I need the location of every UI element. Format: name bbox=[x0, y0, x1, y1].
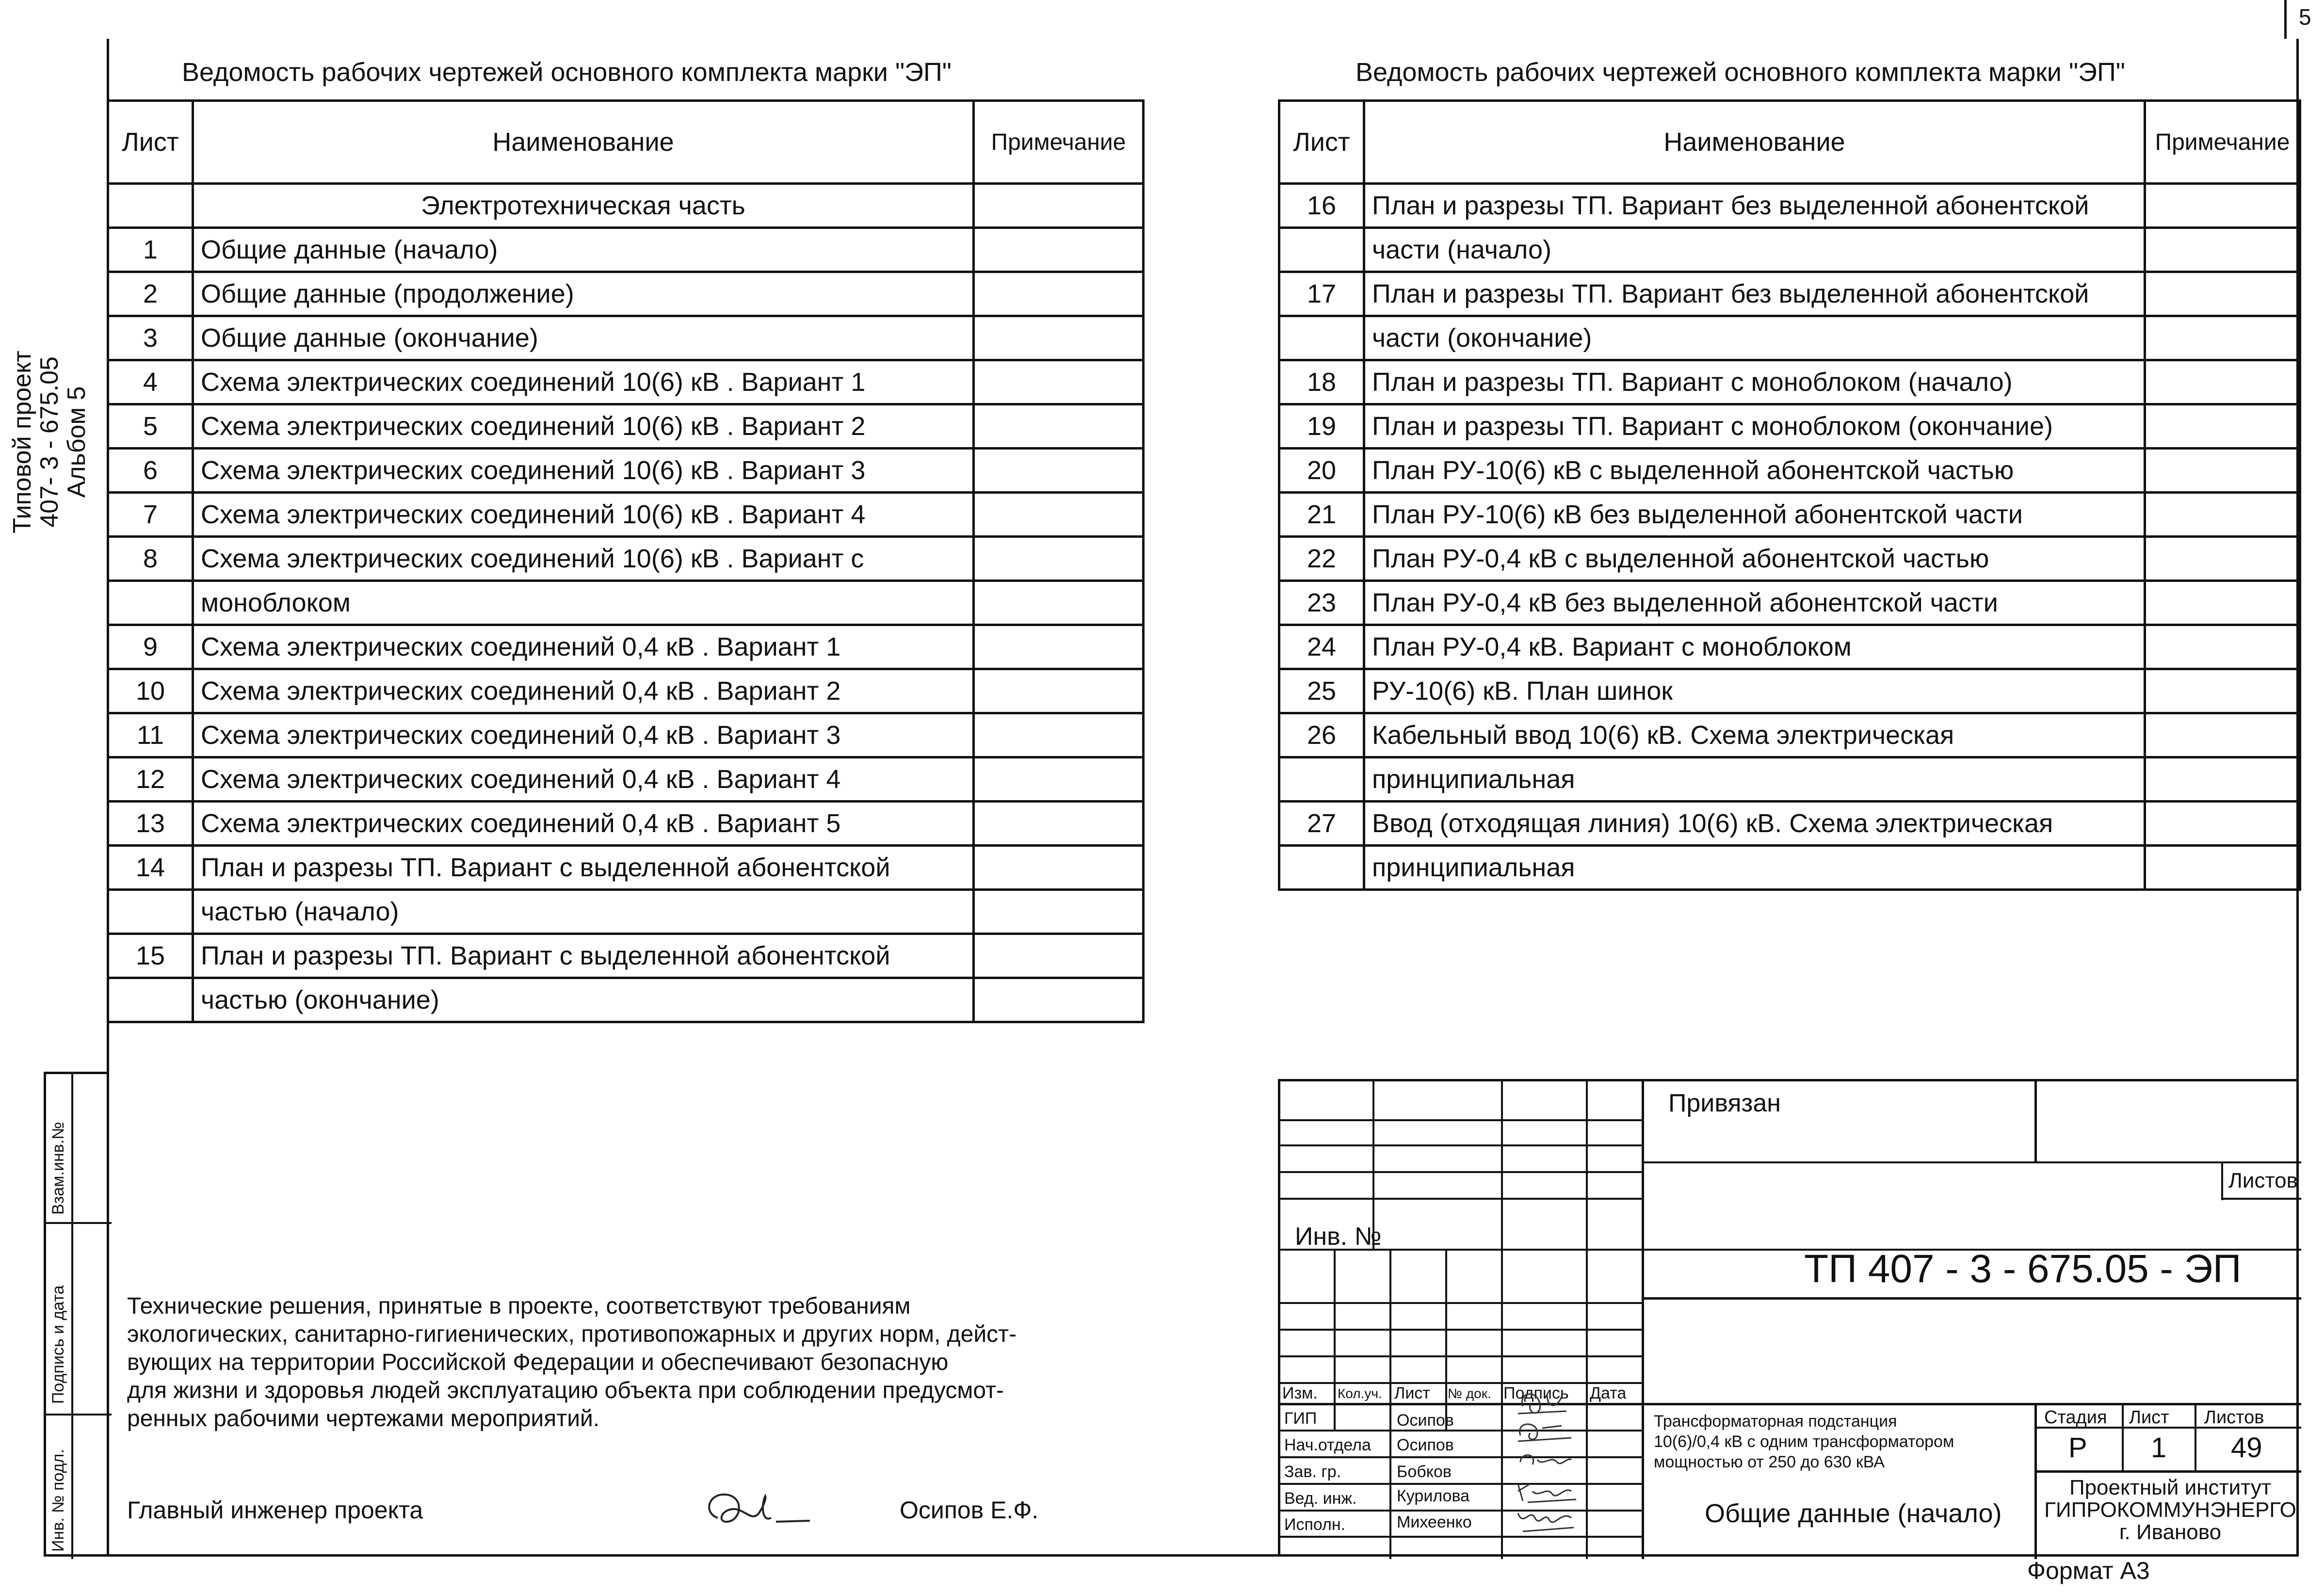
drawing-note bbox=[974, 449, 1144, 493]
drawing-name: Схема электрических соединений 0,4 кВ . Вариант 3 bbox=[193, 713, 974, 757]
chief-engineer-name: Осипов Е.Ф. bbox=[900, 1496, 1039, 1524]
sheet-number: 2 bbox=[108, 272, 193, 316]
role-zav: Зав. гр. bbox=[1284, 1463, 1341, 1481]
sheet-number: 4 bbox=[108, 360, 193, 404]
sheet-number: 18 bbox=[1279, 360, 1364, 404]
staff-signatures-icon bbox=[1508, 1387, 1586, 1537]
sheet-number: 14 bbox=[108, 846, 193, 890]
drawing-name: частью (начало) bbox=[193, 890, 974, 934]
table-row bbox=[108, 846, 1144, 890]
header-name: Наименование bbox=[1364, 101, 2145, 184]
header-sheet: Лист bbox=[1279, 101, 1364, 184]
col-izm: Изм. bbox=[1282, 1384, 1318, 1402]
drawing-name: Схема электрических соединений 10(6) кВ . Вариант с bbox=[193, 537, 974, 581]
drawing-note bbox=[974, 316, 1144, 360]
sheet-number: 20 bbox=[1279, 449, 1364, 493]
table-row bbox=[108, 272, 1144, 316]
header-note: Примечание bbox=[2145, 101, 2300, 184]
table-row bbox=[1279, 802, 2300, 846]
sheet-number bbox=[1279, 846, 1364, 890]
sheet-number bbox=[108, 581, 193, 625]
format-label: Формат А3 bbox=[2027, 1557, 2150, 1584]
col-list: Лист bbox=[1394, 1384, 1430, 1402]
table-row bbox=[108, 890, 1144, 934]
object-line: мощностью от 250 до 630 кВА bbox=[1654, 1453, 1885, 1471]
inv-label: Инв. № bbox=[1295, 1223, 1382, 1251]
right-drawing-list bbox=[1278, 99, 2301, 891]
section-row bbox=[108, 184, 1144, 228]
name-ispoln: Михеенко bbox=[1397, 1513, 1472, 1531]
drawing-note bbox=[974, 934, 1144, 978]
project-line-3: Альбом 5 bbox=[63, 386, 91, 498]
left-table-title: Ведомость рабочих чертежей основного комплекта марки "ЭП" bbox=[182, 58, 952, 87]
org-line: г. Иваново bbox=[2119, 1520, 2222, 1544]
table-row bbox=[1279, 846, 2300, 890]
role-ispoln: Исполн. bbox=[1284, 1515, 1346, 1534]
statement-line: для жизни и здоровья людей эксплуатацию объекта при соблюдении предусмот- bbox=[127, 1378, 1004, 1403]
drawing-name: Схема электрических соединений 10(6) кВ . Вариант 3 bbox=[193, 449, 974, 493]
role-nach: Нач.отдела bbox=[1284, 1436, 1371, 1454]
sheet-number: 22 bbox=[1279, 537, 1364, 581]
sheet-number bbox=[108, 978, 193, 1022]
drawing-name: части (начало) bbox=[1364, 228, 2145, 272]
document-code: ТП 407 - 3 - 675.05 - ЭП bbox=[1804, 1247, 2242, 1291]
drawing-name: План РУ-10(6) кВ без выделенной абонентской части bbox=[1364, 493, 2145, 537]
drawing-name: Схема электрических соединений 10(6) кВ . Вариант 4 bbox=[193, 493, 974, 537]
table-row bbox=[1279, 184, 2300, 228]
col-data: Дата bbox=[1590, 1384, 1627, 1402]
sheet-number: 26 bbox=[1279, 713, 1364, 757]
stamp-inv-podl: Инв. № подл. bbox=[49, 1449, 67, 1552]
object-line: Трансформаторная подстанция bbox=[1654, 1412, 1897, 1431]
drawing-name: Схема электрических соединений 10(6) кВ . Вариант 1 bbox=[193, 360, 974, 404]
drawing-name: Общие данные (продолжение) bbox=[193, 272, 974, 316]
sheet-number bbox=[1279, 228, 1364, 272]
sheet-number bbox=[1279, 316, 1364, 360]
listov-top-label: Листов bbox=[2228, 1169, 2298, 1192]
drawing-note bbox=[2145, 316, 2300, 360]
sheet-number: 5 bbox=[108, 404, 193, 449]
drawing-name: части (окончание) bbox=[1364, 316, 2145, 360]
table-row bbox=[108, 404, 1144, 449]
statement-line: экологических, санитарно-гигиенических, противопожарных и других норм, дейст- bbox=[127, 1321, 1017, 1347]
header-note: Примечание bbox=[974, 101, 1144, 184]
drawing-name: Схема электрических соединений 0,4 кВ . Вариант 4 bbox=[193, 757, 974, 802]
drawing-name: План РУ-0,4 кВ без выделенной абонентской части bbox=[1364, 581, 2145, 625]
drawing-name: частью (окончание) bbox=[193, 978, 974, 1022]
drawing-note bbox=[974, 669, 1144, 713]
sheet-number: 21 bbox=[1279, 493, 1364, 537]
drawing-note bbox=[974, 890, 1144, 934]
drawing-name: План РУ-0,4 кВ с выделенной абонентской частью bbox=[1364, 537, 2145, 581]
drawing-note bbox=[2145, 272, 2300, 316]
sheet-value: 1 bbox=[2151, 1432, 2167, 1464]
sheet-number: 6 bbox=[108, 449, 193, 493]
drawing-note bbox=[2145, 802, 2300, 846]
drawing-note bbox=[974, 978, 1144, 1022]
table-row bbox=[108, 493, 1144, 537]
project-label-vertical bbox=[9, 351, 90, 533]
stage-label: Стадия bbox=[2044, 1407, 2107, 1428]
drawing-note bbox=[2145, 360, 2300, 404]
drawing-name: принципиальная bbox=[1364, 846, 2145, 890]
left-header-row bbox=[108, 101, 1144, 184]
table-row bbox=[108, 802, 1144, 846]
sheet-number: 27 bbox=[1279, 802, 1364, 846]
sheet-number bbox=[1279, 757, 1364, 802]
role-gip: ГИП bbox=[1284, 1409, 1317, 1428]
sheet-number: 15 bbox=[108, 934, 193, 978]
role-ved: Вед. инж. bbox=[1284, 1489, 1357, 1508]
drawing-name: Общие данные (начало) bbox=[193, 228, 974, 272]
stamp-podpis: Подпись и дата bbox=[49, 1285, 67, 1404]
object-line: 10(6)/0,4 кВ с одним трансформатором bbox=[1654, 1432, 1954, 1451]
table-row bbox=[108, 757, 1144, 802]
table-row bbox=[108, 316, 1144, 360]
stamp-vzam: Взам.инв.№ bbox=[49, 1122, 67, 1215]
drawing-note bbox=[2145, 404, 2300, 449]
drawing-note bbox=[974, 625, 1144, 669]
header-sheet: Лист bbox=[108, 101, 193, 184]
drawing-name: Схема электрических соединений 10(6) кВ . Вариант 2 bbox=[193, 404, 974, 449]
drawing-name: План и разрезы ТП. Вариант с выделенной абонентской bbox=[193, 846, 974, 890]
drawing-name: План и разрезы ТП. Вариант с моноблоком (начало) bbox=[1364, 360, 2145, 404]
drawing-note bbox=[2145, 625, 2300, 669]
drawing-note bbox=[2145, 493, 2300, 537]
org-line: Проектный институт bbox=[2069, 1476, 2272, 1499]
sheet-number: 17 bbox=[1279, 272, 1364, 316]
name-zav: Бобков bbox=[1397, 1463, 1452, 1481]
drawing-note bbox=[974, 537, 1144, 581]
drawing-note bbox=[974, 228, 1144, 272]
statement-line: ренных рабочими чертежами мероприятий. bbox=[127, 1406, 600, 1432]
project-line-2: 407- 3 - 675.05 bbox=[35, 356, 64, 528]
drawing-note bbox=[974, 581, 1144, 625]
drawing-name: моноблоком bbox=[193, 581, 974, 625]
drawing-note bbox=[2145, 669, 2300, 713]
section-title: Электротехническая часть bbox=[193, 184, 974, 228]
table-row bbox=[1279, 757, 2300, 802]
left-drawing-list bbox=[107, 99, 1145, 1023]
drawing-note bbox=[2145, 449, 2300, 493]
table-row bbox=[1279, 669, 2300, 713]
drawing-name: Схема электрических соединений 0,4 кВ . Вариант 1 bbox=[193, 625, 974, 669]
drawing-name: План РУ-10(6) кВ с выделенной абонентской частью bbox=[1364, 449, 2145, 493]
organization bbox=[2039, 1477, 2301, 1544]
project-line-1: Типовой проект bbox=[8, 350, 36, 533]
sheet-number: 7 bbox=[108, 493, 193, 537]
page-number: 5 bbox=[2299, 4, 2311, 30]
sheet-number: 25 bbox=[1279, 669, 1364, 713]
sheet-number bbox=[108, 890, 193, 934]
right-table-title: Ведомость рабочих чертежей основного комплекта марки "ЭП" bbox=[1356, 58, 2125, 87]
sheet-number: 8 bbox=[108, 537, 193, 581]
sheet-number: 23 bbox=[1279, 581, 1364, 625]
name-ved: Курилова bbox=[1397, 1487, 1470, 1505]
table-row bbox=[108, 449, 1144, 493]
drawing-note bbox=[974, 846, 1144, 890]
drawing-note bbox=[2145, 537, 2300, 581]
sheet-label: Лист bbox=[2129, 1407, 2169, 1428]
sheet-number: 13 bbox=[108, 802, 193, 846]
col-kol-uch: Кол.уч. bbox=[1338, 1386, 1382, 1401]
sheet-number: 24 bbox=[1279, 625, 1364, 669]
sheet-number: 12 bbox=[108, 757, 193, 802]
name-nach: Осипов bbox=[1397, 1436, 1454, 1454]
table-row bbox=[1279, 360, 2300, 404]
table-row bbox=[108, 625, 1144, 669]
table-row bbox=[1279, 537, 2300, 581]
table-row bbox=[1279, 228, 2300, 272]
table-row bbox=[1279, 493, 2300, 537]
table-row bbox=[108, 669, 1144, 713]
sheets-label: Листов bbox=[2204, 1407, 2264, 1428]
drawing-note bbox=[974, 360, 1144, 404]
table-row bbox=[108, 360, 1144, 404]
drawing-name: РУ-10(6) кВ. План шинок bbox=[1364, 669, 2145, 713]
sheet-number: 11 bbox=[108, 713, 193, 757]
drawing-note bbox=[974, 757, 1144, 802]
table-row bbox=[1279, 404, 2300, 449]
drawing-note bbox=[974, 713, 1144, 757]
table-row bbox=[1279, 581, 2300, 625]
chief-engineer-label: Главный инженер проекта bbox=[127, 1496, 423, 1524]
table-row bbox=[1279, 449, 2300, 493]
sheet-number: 16 bbox=[1279, 184, 1364, 228]
right-header-row bbox=[1279, 101, 2300, 184]
col-podpis: Подпись bbox=[1503, 1384, 1569, 1402]
drawing-note bbox=[2145, 846, 2300, 890]
table-row bbox=[108, 228, 1144, 272]
sheet-number: 9 bbox=[108, 625, 193, 669]
drawing-name: План и разрезы ТП. Вариант с моноблоком (окончание) bbox=[1364, 404, 2145, 449]
table-row bbox=[108, 934, 1144, 978]
sheet-number: 19 bbox=[1279, 404, 1364, 449]
table-row bbox=[1279, 316, 2300, 360]
drawing-name: Схема электрических соединений 0,4 кВ . Вариант 2 bbox=[193, 669, 974, 713]
drawing-note bbox=[2145, 581, 2300, 625]
object-description bbox=[1654, 1411, 1954, 1472]
drawing-name: План и разрезы ТП. Вариант без выделенной абонентской bbox=[1364, 184, 2145, 228]
statement-text bbox=[127, 1292, 1017, 1433]
table-row bbox=[108, 581, 1144, 625]
drawing-note bbox=[974, 802, 1144, 846]
drawing-name: Схема электрических соединений 0,4 кВ . Вариант 5 bbox=[193, 802, 974, 846]
side-stamp bbox=[44, 1072, 109, 1557]
table-row bbox=[1279, 625, 2300, 669]
drawing-name: Общие данные (окончание) bbox=[193, 316, 974, 360]
org-line: ГИПРОКОММУНЭНЕРГО bbox=[2044, 1498, 2296, 1522]
table-row bbox=[108, 713, 1144, 757]
drawing-note bbox=[2145, 757, 2300, 802]
sheets-value: 49 bbox=[2231, 1432, 2262, 1464]
header-name: Наименование bbox=[193, 101, 974, 184]
sheet-number: 10 bbox=[108, 669, 193, 713]
table-row bbox=[1279, 713, 2300, 757]
table-row bbox=[108, 978, 1144, 1022]
drawing-name: План РУ-0,4 кВ. Вариант с моноблоком bbox=[1364, 625, 2145, 669]
sheet-number: 1 bbox=[108, 228, 193, 272]
drawing-name: План и разрезы ТП. Вариант без выделенной абонентской bbox=[1364, 272, 2145, 316]
drawing-note bbox=[2145, 228, 2300, 272]
drawing-name: Ввод (отходящая линия) 10(6) кВ. Схема электрическая bbox=[1364, 802, 2145, 846]
privyazan-label: Привязан bbox=[1668, 1089, 1781, 1117]
title-block bbox=[1278, 1079, 2299, 1557]
table-row bbox=[108, 537, 1144, 581]
drawing-note bbox=[974, 404, 1144, 449]
stage-value: Р bbox=[2068, 1432, 2087, 1464]
drawing-note bbox=[2145, 184, 2300, 228]
drawing-name: принципиальная bbox=[1364, 757, 2145, 802]
drawing-name: Кабельный ввод 10(6) кВ. Схема электрическая bbox=[1364, 713, 2145, 757]
statement-line: вующих на территории Российской Федерации и обеспечивают безопасную bbox=[127, 1350, 949, 1375]
sheet-number: 3 bbox=[108, 316, 193, 360]
col-doc: № док. bbox=[1448, 1386, 1491, 1401]
drawing-name: План и разрезы ТП. Вариант с выделенной абонентской bbox=[193, 934, 974, 978]
drawing-note bbox=[2145, 713, 2300, 757]
table-row bbox=[1279, 272, 2300, 316]
statement-line: Технические решения, принятые в проекте, соответствуют требованиям bbox=[127, 1293, 911, 1319]
sheet-title: Общие данные (начало) bbox=[1705, 1499, 2002, 1528]
drawing-note bbox=[974, 272, 1144, 316]
drawing-note bbox=[974, 493, 1144, 537]
chief-signature-icon bbox=[698, 1484, 815, 1537]
name-gip: Осипов bbox=[1397, 1411, 1454, 1430]
